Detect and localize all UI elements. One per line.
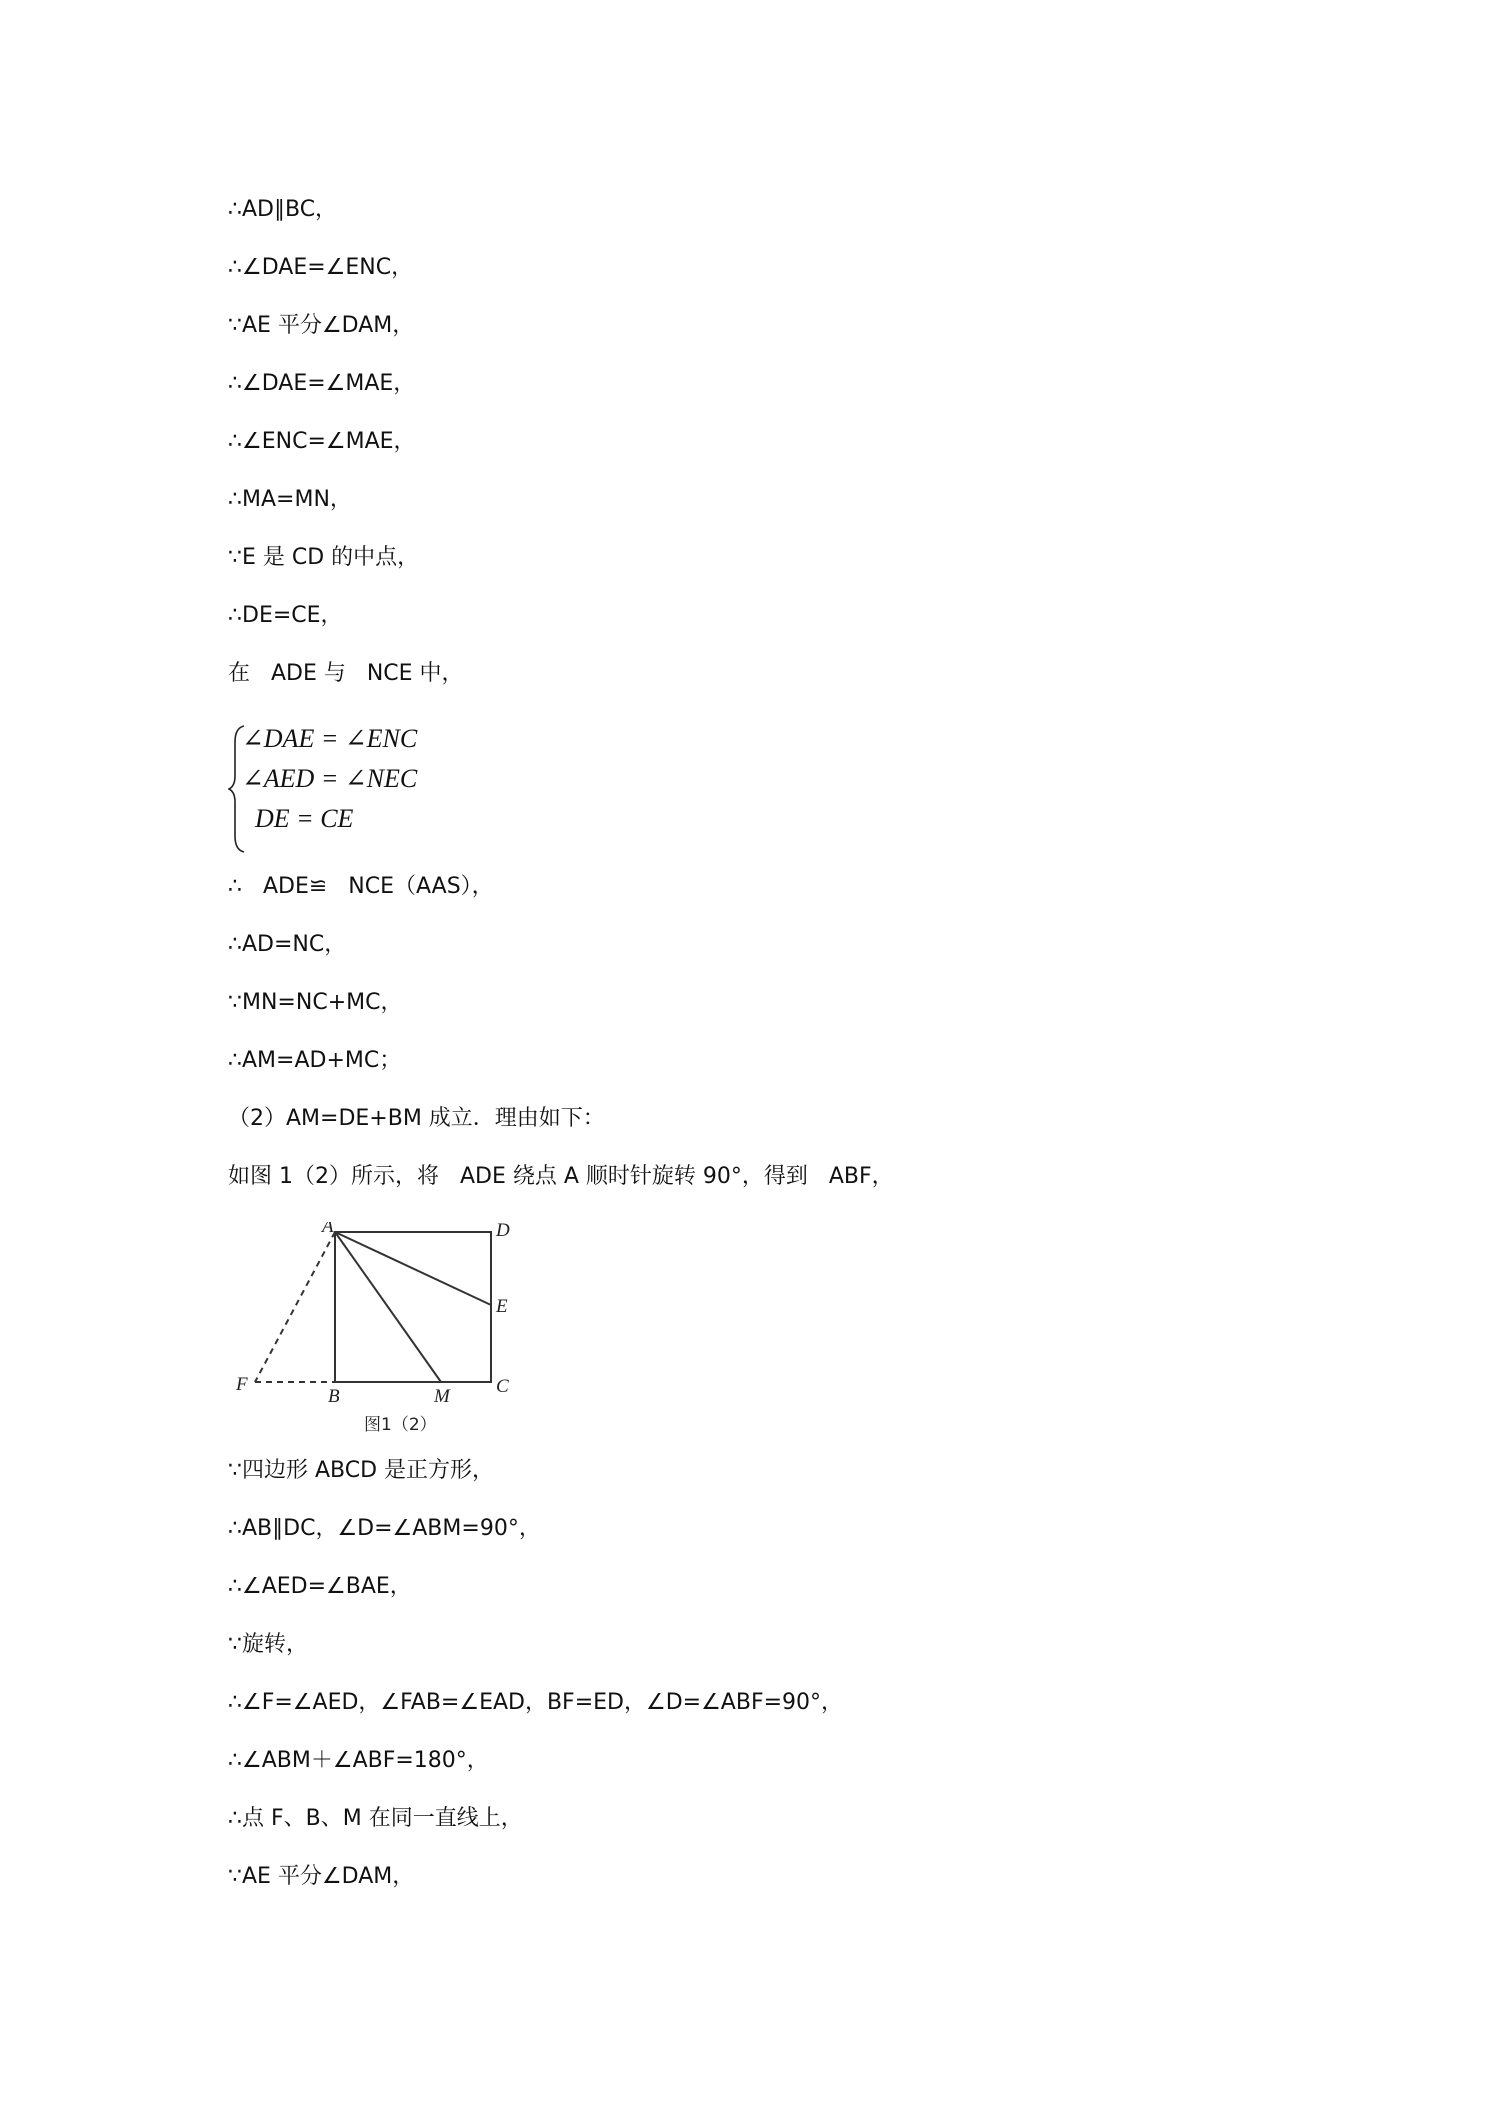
proof-line: ∵旋转， — [228, 1632, 308, 1657]
proof-line: ∴∠AED=∠BAE， — [228, 1574, 412, 1599]
label-c: C — [496, 1376, 509, 1397]
proof-line: ∴∠DAE=∠MAE， — [228, 371, 416, 396]
proof-line: （2）AM=DE+BM 成立．理由如下： — [228, 1106, 605, 1131]
equation-2: ∠AED = ∠NEC — [242, 764, 418, 793]
proof-line: ∴AD=NC， — [228, 932, 347, 957]
proof-line: 如图 1（2）所示，将 ADE 绕点 A 顺时针旋转 90°，得到 ABF， — [228, 1164, 894, 1189]
proof-line: ∴∠ABM＋∠ABF=180°， — [228, 1748, 489, 1773]
proof-line: ∴AD∥BC， — [228, 197, 338, 222]
proof-line: ∴∠F=∠AED，∠FAB=∠EAD，BF=ED，∠D=∠ABF=90°， — [228, 1690, 844, 1715]
proof-line: ∴MA=MN， — [228, 487, 352, 512]
label-a: A — [322, 1222, 334, 1237]
proof-line: ∵四边形 ABCD 是正方形， — [228, 1458, 495, 1483]
label-m: M — [434, 1386, 450, 1407]
proof-line: ∴AM=AD+MC； — [228, 1048, 402, 1073]
figure-caption: 图1（2） — [364, 1415, 437, 1435]
proof-line: ∴点 F、B、M 在同一直线上， — [228, 1806, 523, 1831]
proof-line: ∵MN=NC+MC， — [228, 990, 403, 1015]
proof-line: ∴∠DAE=∠ENC， — [228, 255, 414, 280]
equation-system — [228, 724, 488, 854]
proof-line: ∵AE 平分∠DAM， — [228, 313, 415, 338]
proof-line: ∴AB∥DC，∠D=∠ABM=90°， — [228, 1516, 541, 1541]
proof-line: ∵AE 平分∠DAM， — [228, 1864, 415, 1889]
proof-line: ∴DE=CE， — [228, 603, 343, 628]
segment-am — [335, 1232, 441, 1382]
label-e: E — [496, 1296, 508, 1317]
geometry-figure — [228, 1222, 538, 1454]
proof-line: ∵E 是 CD 的中点， — [228, 545, 420, 570]
equation-1: ∠DAE = ∠ENC — [242, 724, 418, 753]
label-f: F — [236, 1374, 248, 1395]
proof-line: ∴∠ENC=∠MAE， — [228, 429, 416, 454]
equation-3: DE = CE — [242, 804, 354, 833]
proof-line: 在 ADE 与 NCE 中， — [228, 661, 464, 686]
segment-ae — [335, 1232, 491, 1305]
label-d: D — [496, 1222, 510, 1241]
label-b: B — [328, 1386, 340, 1407]
segment-af — [255, 1232, 335, 1382]
proof-line: ∴ ADE≌ NCE（AAS）， — [228, 874, 494, 899]
square-abcd — [335, 1232, 491, 1382]
